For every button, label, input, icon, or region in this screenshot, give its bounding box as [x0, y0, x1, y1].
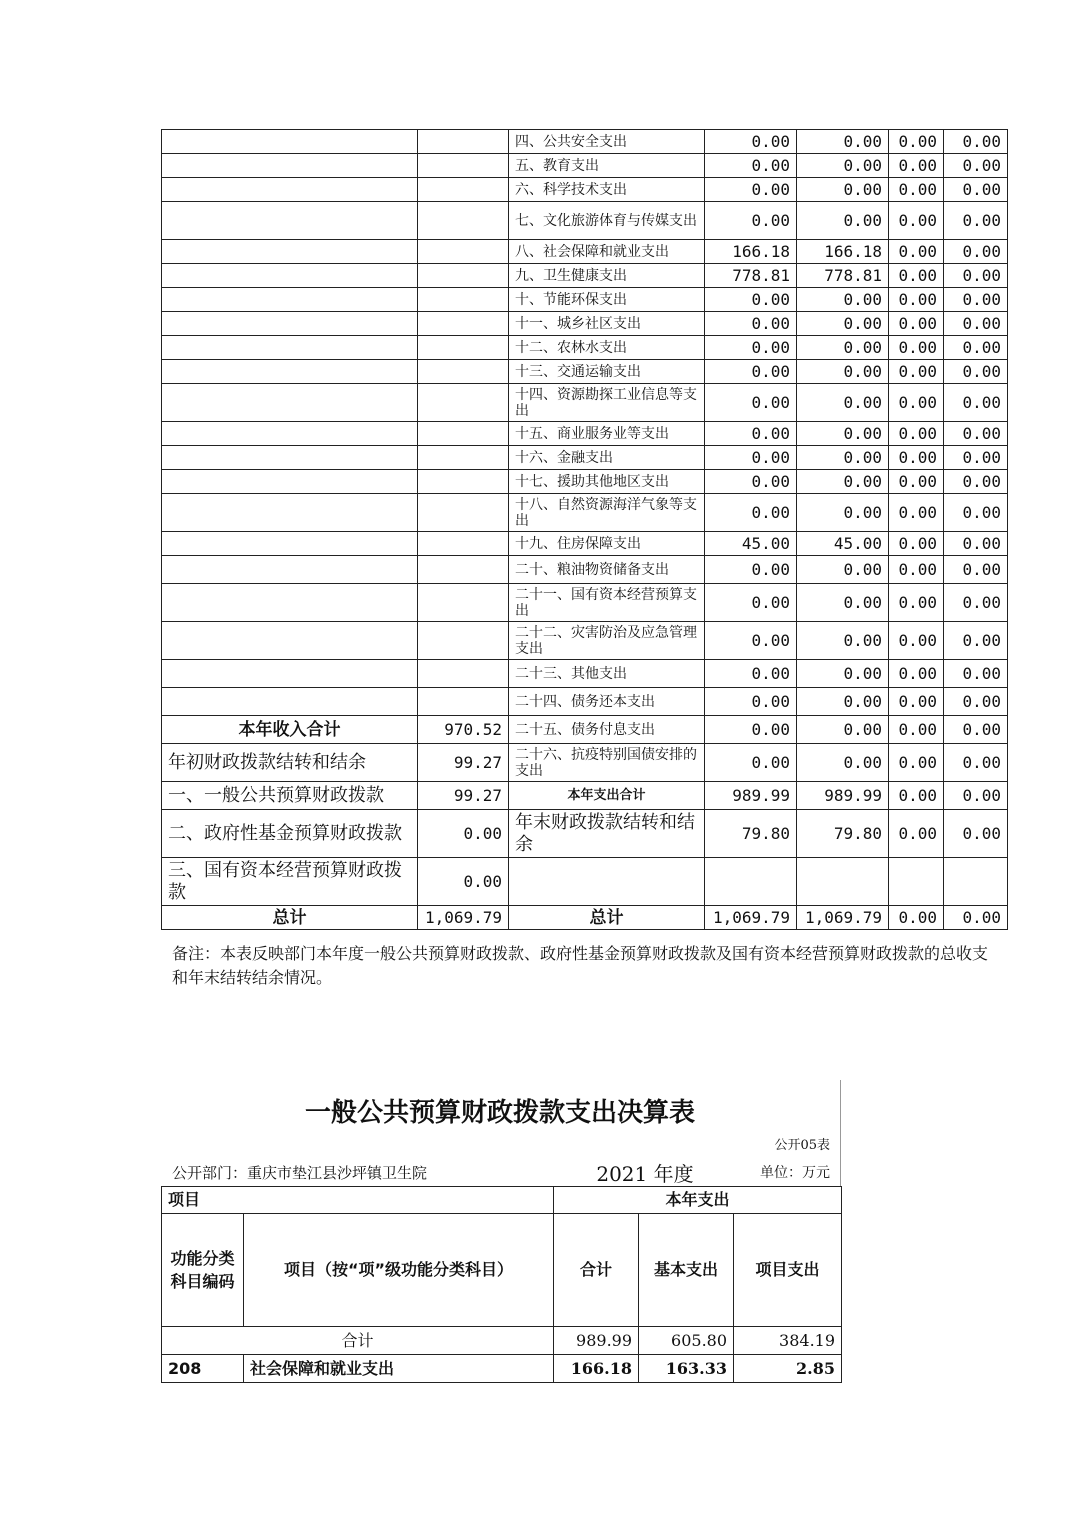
year-label: 2021 年度: [596, 1162, 694, 1186]
header-code: 功能分类科目编码: [162, 1214, 244, 1327]
table-row: [162, 532, 1008, 556]
expense-label: 本年支出合计: [509, 782, 705, 810]
table-row: [162, 810, 1008, 858]
unit-label: 单位：万元: [760, 1165, 830, 1181]
expense-value: 0.00: [944, 494, 1008, 532]
header-current-year: 本年支出: [554, 1187, 842, 1214]
income-value: [418, 336, 509, 360]
expense-value: 0.00: [705, 446, 797, 470]
income-value: [418, 312, 509, 336]
expense-value: 0.00: [889, 660, 944, 688]
income-label: 二、政府性基金预算财政拨款: [162, 810, 418, 858]
expense-value: 0.00: [705, 130, 797, 154]
expense-value: 45.00: [797, 532, 889, 556]
expense-value: 0.00: [797, 422, 889, 446]
expense-value: 0.00: [944, 532, 1008, 556]
expense-value: [705, 858, 797, 906]
page-title: 一般公共预算财政拨款支出决算表: [304, 1098, 695, 1128]
table-row: [162, 906, 1008, 930]
expense-value: 0.00: [944, 202, 1008, 240]
income-label: [162, 622, 418, 660]
expense-label: 二十五、债务付息支出: [509, 716, 705, 744]
table-row: [162, 446, 1008, 470]
income-value: [418, 584, 509, 622]
expense-value: 0.00: [944, 130, 1008, 154]
expense-value: 166.18: [705, 240, 797, 264]
expense-label: 十六、金融支出: [509, 446, 705, 470]
expense-value: 0.00: [944, 422, 1008, 446]
expense-value: 0.00: [944, 716, 1008, 744]
income-label: [162, 154, 418, 178]
table-row: [162, 744, 1008, 782]
income-label: [162, 532, 418, 556]
income-label: [162, 384, 418, 422]
expense-value: 0.00: [944, 470, 1008, 494]
expense-label: 总计: [509, 906, 705, 930]
income-value: 99.27: [418, 744, 509, 782]
expense-label: 年末财政拨款结转和结余: [509, 810, 705, 858]
table-row: [162, 422, 1008, 446]
expense-value: 778.81: [797, 264, 889, 288]
table-row: [162, 1327, 842, 1355]
row-name: 社会保障和就业支出: [244, 1355, 554, 1383]
table-row: [162, 202, 1008, 240]
expense-value: 0.00: [705, 312, 797, 336]
expense-value: 0.00: [705, 494, 797, 532]
income-label: [162, 336, 418, 360]
expense-value: 0.00: [944, 312, 1008, 336]
header-basic: 基本支出: [639, 1214, 734, 1327]
row-code: 208: [162, 1355, 244, 1383]
expense-value: 0.00: [944, 688, 1008, 716]
table-row: [162, 782, 1008, 810]
expense-value: 0.00: [797, 556, 889, 584]
income-label: [162, 584, 418, 622]
expense-value: 0.00: [889, 906, 944, 930]
expense-label: 八、社会保障和就业支出: [509, 240, 705, 264]
expense-label: 二十三、其他支出: [509, 660, 705, 688]
table-row: [162, 154, 1008, 178]
expense-value: 166.18: [797, 240, 889, 264]
project-value: 384.19: [734, 1327, 842, 1355]
expense-value: 0.00: [797, 446, 889, 470]
expense-value: 0.00: [705, 716, 797, 744]
expense-label: 二十、粮油物资储备支出: [509, 556, 705, 584]
expense-value: 0.00: [889, 360, 944, 384]
expense-value: [889, 858, 944, 906]
table-row: [162, 622, 1008, 660]
expense-value: 0.00: [705, 422, 797, 446]
expense-value: 0.00: [797, 660, 889, 688]
basic-value: 605.80: [639, 1327, 734, 1355]
expense-label: 十七、援助其他地区支出: [509, 470, 705, 494]
expense-value: 0.00: [797, 384, 889, 422]
expense-value: 0.00: [797, 688, 889, 716]
expense-value: 0.00: [944, 660, 1008, 688]
expense-value: 0.00: [705, 154, 797, 178]
expense-value: 0.00: [944, 288, 1008, 312]
department-label: 公开部门：重庆市垫江县沙坪镇卫生院: [172, 1164, 428, 1182]
expense-value: 0.00: [889, 288, 944, 312]
expense-value: 0.00: [797, 744, 889, 782]
income-value: [418, 202, 509, 240]
expense-value: 0.00: [889, 470, 944, 494]
expense-label: [509, 858, 705, 906]
expense-value: 0.00: [944, 178, 1008, 202]
income-value: [418, 384, 509, 422]
income-value: 99.27: [418, 782, 509, 810]
expense-value: 0.00: [889, 556, 944, 584]
expense-label: 十三、交通运输支出: [509, 360, 705, 384]
income-value: [418, 360, 509, 384]
header-name: 项目（按“项”级功能分类科目）: [244, 1214, 554, 1327]
form-code: 公开05表: [774, 1138, 830, 1153]
income-label: [162, 688, 418, 716]
row-total: 166.18: [554, 1355, 639, 1383]
expense-label: 二十一、国有资本经营预算支出: [509, 584, 705, 622]
table-row: [162, 288, 1008, 312]
income-label: [162, 556, 418, 584]
expense-label: 二十六、抗疫特别国债安排的支出: [509, 744, 705, 782]
expense-value: 0.00: [889, 336, 944, 360]
expense-label: 十四、资源勘探工业信息等支出: [509, 384, 705, 422]
expense-value: 0.00: [797, 130, 889, 154]
expense-value: 0.00: [705, 336, 797, 360]
expense-value: 0.00: [797, 494, 889, 532]
expense-label: 二十四、债务还本支出: [509, 688, 705, 716]
expense-value: 0.00: [889, 202, 944, 240]
expense-value: 0.00: [705, 744, 797, 782]
income-label: [162, 312, 418, 336]
income-value: [418, 264, 509, 288]
expense-value: 0.00: [797, 622, 889, 660]
expense-value: 0.00: [705, 288, 797, 312]
expense-value: 778.81: [705, 264, 797, 288]
expense-value: 0.00: [889, 130, 944, 154]
income-value: [418, 532, 509, 556]
table-row: [162, 688, 1008, 716]
table-row: [162, 130, 1008, 154]
expense-value: 0.00: [797, 360, 889, 384]
expense-label: 二十二、灾害防治及应急管理支出: [509, 622, 705, 660]
expense-value: 0.00: [797, 154, 889, 178]
income-value: [418, 154, 509, 178]
income-value: [418, 556, 509, 584]
table-row: [162, 240, 1008, 264]
expense-value: 0.00: [797, 716, 889, 744]
table-row: [162, 1355, 842, 1383]
income-label: [162, 422, 418, 446]
expense-value: 0.00: [944, 384, 1008, 422]
expense-value: 79.80: [797, 810, 889, 858]
expense-value: 0.00: [705, 178, 797, 202]
divider: [840, 1080, 841, 1186]
expense-value: 0.00: [944, 154, 1008, 178]
expense-value: 0.00: [705, 384, 797, 422]
expense-value: 0.00: [889, 240, 944, 264]
table-row: [162, 660, 1008, 688]
expense-value: 0.00: [889, 782, 944, 810]
expense-value: 0.00: [944, 264, 1008, 288]
expense-value: 0.00: [889, 584, 944, 622]
income-value: 0.00: [418, 810, 509, 858]
expense-value: 0.00: [944, 810, 1008, 858]
header-total: 合计: [554, 1214, 639, 1327]
income-value: 970.52: [418, 716, 509, 744]
expense-value: 0.00: [797, 202, 889, 240]
expense-value: 0.00: [944, 360, 1008, 384]
expense-value: 0.00: [705, 556, 797, 584]
expense-value: 0.00: [944, 782, 1008, 810]
expense-value: [797, 858, 889, 906]
expense-value: 0.00: [889, 532, 944, 556]
expense-value: 0.00: [889, 494, 944, 532]
expense-value: 0.00: [705, 470, 797, 494]
income-label: [162, 178, 418, 202]
income-label: 年初财政拨款结转和结余: [162, 744, 418, 782]
income-label: 一、一般公共预算财政拨款: [162, 782, 418, 810]
header-project: 项目支出: [734, 1214, 842, 1327]
expense-value: 0.00: [705, 660, 797, 688]
income-value: [418, 178, 509, 202]
row-basic: 163.33: [639, 1355, 734, 1383]
income-label: [162, 360, 418, 384]
expense-value: 0.00: [889, 422, 944, 446]
expense-label: 十八、自然资源海洋气象等支出: [509, 494, 705, 532]
expense-value: 0.00: [797, 288, 889, 312]
fiscal-summary-table: [161, 129, 1008, 930]
income-label: [162, 240, 418, 264]
income-value: [418, 422, 509, 446]
expense-value: 0.00: [889, 154, 944, 178]
row-project: 2.85: [734, 1355, 842, 1383]
expense-value: 1,069.79: [797, 906, 889, 930]
table-row: [162, 336, 1008, 360]
expense-value: 79.80: [705, 810, 797, 858]
expense-value: 0.00: [944, 584, 1008, 622]
expense-value: 989.99: [705, 782, 797, 810]
expense-value: 0.00: [889, 264, 944, 288]
income-value: [418, 288, 509, 312]
income-label: 总计: [162, 906, 418, 930]
income-value: [418, 446, 509, 470]
table-row: [162, 556, 1008, 584]
income-value: [418, 130, 509, 154]
income-label: 本年收入合计: [162, 716, 418, 744]
expense-label: 十五、商业服务业等支出: [509, 422, 705, 446]
expense-value: 0.00: [705, 688, 797, 716]
expense-value: 0.00: [797, 336, 889, 360]
income-label: [162, 470, 418, 494]
expense-label: 十、节能环保支出: [509, 288, 705, 312]
expense-value: [944, 858, 1008, 906]
table-row: [162, 584, 1008, 622]
expense-label: 五、教育支出: [509, 154, 705, 178]
expense-value: 0.00: [889, 178, 944, 202]
expense-value: 0.00: [889, 688, 944, 716]
expense-label: 四、公共安全支出: [509, 130, 705, 154]
table-row: [162, 360, 1008, 384]
expense-value: 0.00: [705, 202, 797, 240]
expense-value: 0.00: [889, 716, 944, 744]
expense-value: 0.00: [797, 470, 889, 494]
expense-value: 0.00: [944, 906, 1008, 930]
expense-value: 989.99: [797, 782, 889, 810]
table-row: [162, 470, 1008, 494]
table-row: [162, 384, 1008, 422]
expense-value: 0.00: [705, 584, 797, 622]
expense-value: 0.00: [797, 312, 889, 336]
income-value: [418, 470, 509, 494]
expense-value: 0.00: [889, 384, 944, 422]
table-row: [162, 858, 1008, 906]
income-value: [418, 688, 509, 716]
income-value: [418, 660, 509, 688]
income-value: 1,069.79: [418, 906, 509, 930]
expense-value: 0.00: [889, 744, 944, 782]
total-value: 989.99: [554, 1327, 639, 1355]
expense-value: 0.00: [705, 622, 797, 660]
income-label: [162, 202, 418, 240]
income-label: [162, 130, 418, 154]
expense-value: 0.00: [797, 584, 889, 622]
expense-label: 十二、农林水支出: [509, 336, 705, 360]
expense-value: 0.00: [889, 622, 944, 660]
total-label: 合计: [162, 1327, 554, 1355]
income-label: [162, 446, 418, 470]
expense-label: 六、科学技术支出: [509, 178, 705, 202]
income-label: [162, 288, 418, 312]
table-row: [162, 178, 1008, 202]
income-label: [162, 494, 418, 532]
table-row: [162, 494, 1008, 532]
income-label: [162, 660, 418, 688]
table-row: [162, 264, 1008, 288]
table-row: [162, 312, 1008, 336]
expense-value: 0.00: [705, 360, 797, 384]
expense-value: 0.00: [944, 556, 1008, 584]
income-value: 0.00: [418, 858, 509, 906]
table-row: [162, 716, 1008, 744]
expense-value: 0.00: [944, 622, 1008, 660]
expense-label: 七、文化旅游体育与传媒支出: [509, 202, 705, 240]
expense-value: 0.00: [944, 240, 1008, 264]
expense-value: 0.00: [797, 178, 889, 202]
table-note: 备注：本表反映部门本年度一般公共预算财政拨款、政府性基金预算财政拨款及国有资本经营预算财政拨款的总收支和年末结转结余情况。: [172, 944, 989, 987]
expense-label: 十九、住房保障支出: [509, 532, 705, 556]
income-value: [418, 622, 509, 660]
expense-value: 0.00: [944, 744, 1008, 782]
header-item: 项目: [162, 1187, 554, 1214]
expense-value: 0.00: [889, 446, 944, 470]
expense-value: 0.00: [944, 446, 1008, 470]
expense-value: 0.00: [889, 810, 944, 858]
expense-label: 十一、城乡社区支出: [509, 312, 705, 336]
income-value: [418, 494, 509, 532]
expense-value: 1,069.79: [705, 906, 797, 930]
income-label: [162, 264, 418, 288]
expense-value: 0.00: [889, 312, 944, 336]
income-label: 三、国有资本经营预算财政拨款: [162, 858, 418, 906]
income-value: [418, 240, 509, 264]
expense-value: 45.00: [705, 532, 797, 556]
expense-label: 九、卫生健康支出: [509, 264, 705, 288]
expense-value: 0.00: [944, 336, 1008, 360]
expenditure-table: [161, 1186, 842, 1383]
